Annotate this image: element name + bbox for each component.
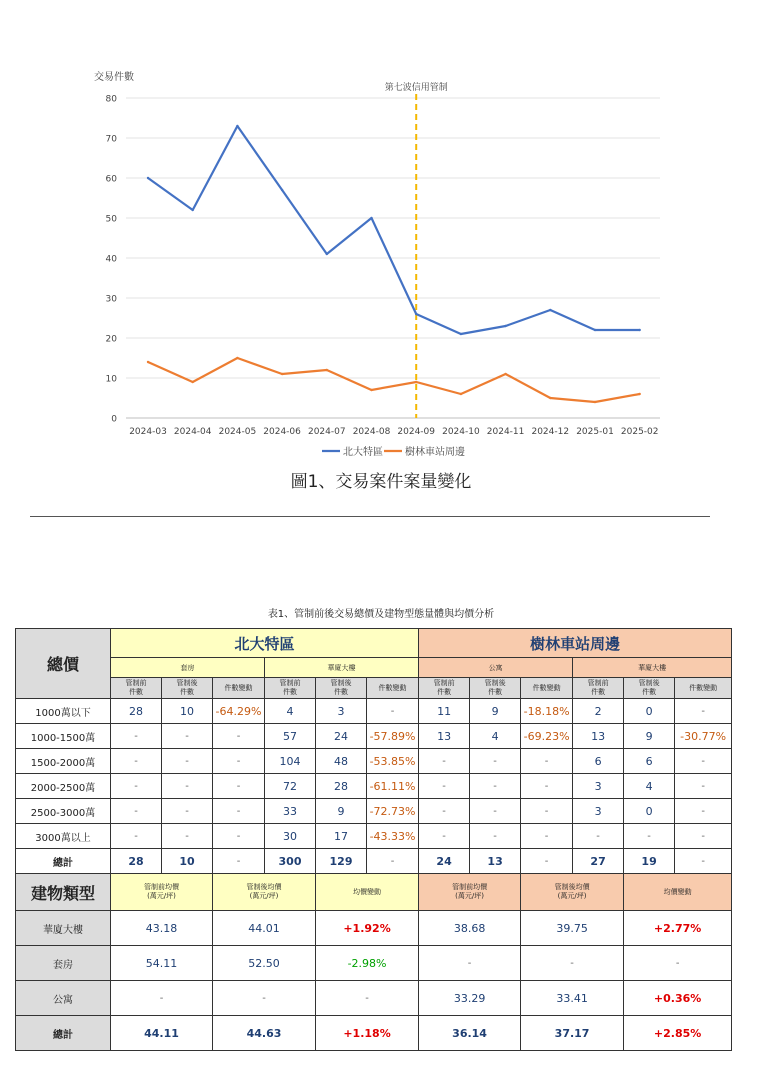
table-row bbox=[16, 774, 732, 799]
value-cell: - bbox=[624, 824, 675, 849]
y-tick-label: 80 bbox=[105, 94, 117, 105]
value-cell: -69.23% bbox=[521, 724, 573, 749]
avg-value-cell: 33.29 bbox=[419, 981, 521, 1016]
row-label: 1500-2000萬 bbox=[16, 749, 111, 774]
row-label: 套房 bbox=[16, 946, 111, 981]
value-cell: 13 bbox=[419, 724, 470, 749]
value-cell: -18.18% bbox=[521, 699, 573, 724]
value-cell: - bbox=[111, 774, 162, 799]
data-point bbox=[504, 373, 506, 375]
value-cell: - bbox=[213, 774, 265, 799]
table-row bbox=[16, 724, 732, 749]
value-cell: 48 bbox=[316, 749, 367, 774]
value-cell: - bbox=[521, 774, 573, 799]
value-cell: -57.89% bbox=[367, 724, 419, 749]
avg-value-cell: 44.11 bbox=[111, 1016, 213, 1051]
y-tick-label: 50 bbox=[105, 214, 117, 225]
avg-column-header: 均價變動 bbox=[316, 874, 419, 911]
value-cell: - bbox=[521, 849, 573, 874]
value-cell: 129 bbox=[316, 849, 367, 874]
avg-value-cell: 44.01 bbox=[213, 911, 316, 946]
column-header: 管制前 件數 bbox=[111, 678, 162, 699]
value-cell: - bbox=[521, 749, 573, 774]
value-cell: - bbox=[470, 774, 521, 799]
avg-value-cell: +1.92% bbox=[316, 911, 419, 946]
value-cell: - bbox=[419, 799, 470, 824]
table-caption: 表1、管制前後交易總價及建物型態量體與均價分析 bbox=[267, 609, 495, 620]
value-cell: - bbox=[111, 824, 162, 849]
value-cell: 4 bbox=[624, 774, 675, 799]
column-header: 管制前 件數 bbox=[573, 678, 624, 699]
value-cell: - bbox=[162, 799, 213, 824]
avg-value-cell: 43.18 bbox=[111, 911, 213, 946]
avg-value-cell: +1.18% bbox=[316, 1016, 419, 1051]
value-cell: 57 bbox=[265, 724, 316, 749]
value-cell: - bbox=[367, 849, 419, 874]
value-cell: - bbox=[162, 774, 213, 799]
data-point bbox=[147, 361, 149, 363]
value-cell: 33 bbox=[265, 799, 316, 824]
value-cell: -53.85% bbox=[367, 749, 419, 774]
column-header: 管制後 件數 bbox=[316, 678, 367, 699]
column-header: 件數變動 bbox=[521, 678, 573, 699]
avg-value-cell: - bbox=[624, 946, 732, 981]
value-cell: - bbox=[470, 824, 521, 849]
building-type-header: 建物類型 bbox=[16, 874, 111, 911]
value-cell: - bbox=[367, 699, 419, 724]
value-cell: 0 bbox=[624, 699, 675, 724]
subtype-header: 套房 bbox=[111, 658, 265, 678]
x-tick-label: 2024-03 bbox=[129, 427, 167, 437]
data-point bbox=[460, 393, 462, 395]
value-cell: - bbox=[573, 824, 624, 849]
row-label: 總計 bbox=[16, 849, 111, 874]
column-header: 件數變動 bbox=[675, 678, 732, 699]
table-row bbox=[16, 699, 732, 724]
value-cell: - bbox=[470, 799, 521, 824]
x-tick-label: 2024-09 bbox=[397, 427, 436, 437]
value-cell: 0 bbox=[624, 799, 675, 824]
y-tick-label: 10 bbox=[105, 374, 117, 385]
table-row bbox=[16, 1016, 732, 1051]
row-label: 1000萬以下 bbox=[16, 699, 111, 724]
table-row bbox=[16, 658, 732, 678]
data-point bbox=[370, 389, 372, 391]
region-header: 北大特區 bbox=[111, 629, 419, 658]
avg-value-cell: - bbox=[521, 946, 624, 981]
data-point bbox=[549, 309, 551, 311]
value-cell: - bbox=[470, 749, 521, 774]
value-cell: - bbox=[111, 749, 162, 774]
table-row bbox=[16, 911, 732, 946]
value-cell: - bbox=[213, 799, 265, 824]
x-tick-label: 2024-08 bbox=[352, 427, 391, 437]
value-cell: - bbox=[521, 824, 573, 849]
value-cell: - bbox=[162, 724, 213, 749]
table-row bbox=[16, 678, 732, 699]
data-point bbox=[281, 373, 283, 375]
subtype-header: 華廈大樓 bbox=[265, 658, 419, 678]
table-row bbox=[16, 629, 732, 658]
value-cell: 28 bbox=[316, 774, 367, 799]
value-cell: 10 bbox=[162, 699, 213, 724]
avg-value-cell: 44.63 bbox=[213, 1016, 316, 1051]
value-cell: - bbox=[419, 824, 470, 849]
data-point bbox=[460, 333, 462, 335]
x-tick-label: 2024-04 bbox=[173, 427, 212, 437]
value-cell: 17 bbox=[316, 824, 367, 849]
data-point bbox=[415, 313, 417, 315]
data-point bbox=[281, 189, 283, 191]
value-cell: - bbox=[419, 774, 470, 799]
data-point bbox=[326, 253, 328, 255]
y-tick-label: 40 bbox=[105, 254, 117, 265]
y-tick-label: 60 bbox=[105, 174, 117, 185]
table-row bbox=[16, 799, 732, 824]
value-cell: - bbox=[675, 849, 732, 874]
x-tick-label: 2024-05 bbox=[218, 427, 257, 437]
value-cell: 9 bbox=[624, 724, 675, 749]
table-row bbox=[16, 849, 732, 874]
value-cell: 27 bbox=[573, 849, 624, 874]
series-line-2 bbox=[148, 358, 640, 402]
value-cell: - bbox=[675, 774, 732, 799]
row-label: 公寓 bbox=[16, 981, 111, 1016]
column-header: 管制前 件數 bbox=[265, 678, 316, 699]
value-cell: - bbox=[675, 824, 732, 849]
row-label: 華廈大樓 bbox=[16, 911, 111, 946]
avg-value-cell: 36.14 bbox=[419, 1016, 521, 1051]
value-cell: 9 bbox=[470, 699, 521, 724]
value-cell: 4 bbox=[265, 699, 316, 724]
table-row bbox=[16, 981, 732, 1016]
value-cell: - bbox=[675, 749, 732, 774]
avg-column-header: 管制前均價 (萬元/坪) bbox=[111, 874, 213, 911]
data-point bbox=[594, 329, 596, 331]
value-cell: 19 bbox=[624, 849, 675, 874]
x-tick-label: 2024-12 bbox=[531, 427, 570, 437]
row-label: 2500-3000萬 bbox=[16, 799, 111, 824]
value-cell: -30.77% bbox=[675, 724, 732, 749]
subtype-header: 華廈大樓 bbox=[573, 658, 732, 678]
table-row bbox=[16, 749, 732, 774]
data-point bbox=[504, 325, 506, 327]
data-point bbox=[192, 209, 194, 211]
value-cell: 4 bbox=[470, 724, 521, 749]
value-cell: 3 bbox=[316, 699, 367, 724]
value-cell: 11 bbox=[419, 699, 470, 724]
column-header: 件數變動 bbox=[367, 678, 419, 699]
table-row bbox=[16, 874, 732, 911]
avg-value-cell: 33.41 bbox=[521, 981, 624, 1016]
avg-value-cell: +0.36% bbox=[624, 981, 732, 1016]
column-header: 管制前 件數 bbox=[419, 678, 470, 699]
avg-column-header: 管制後均價 (萬元/坪) bbox=[521, 874, 624, 911]
value-cell: 9 bbox=[316, 799, 367, 824]
value-cell: - bbox=[675, 699, 732, 724]
table-row bbox=[16, 946, 732, 981]
x-tick-label: 2024-06 bbox=[263, 427, 301, 437]
data-point bbox=[639, 393, 641, 395]
series-line-1 bbox=[148, 126, 640, 334]
data-point bbox=[192, 381, 194, 383]
value-cell: - bbox=[675, 799, 732, 824]
value-cell: 28 bbox=[111, 699, 162, 724]
avg-value-cell: - bbox=[419, 946, 521, 981]
row-label: 1000-1500萬 bbox=[16, 724, 111, 749]
row-label: 3000萬以上 bbox=[16, 824, 111, 849]
y-tick-label: 0 bbox=[111, 414, 117, 425]
value-cell: - bbox=[419, 749, 470, 774]
y-tick-label: 30 bbox=[105, 294, 117, 305]
avg-value-cell: +2.77% bbox=[624, 911, 732, 946]
avg-column-header: 均價變動 bbox=[624, 874, 732, 911]
avg-value-cell: - bbox=[316, 981, 419, 1016]
value-cell: 6 bbox=[573, 749, 624, 774]
value-cell: -61.11% bbox=[367, 774, 419, 799]
y-axis-label: 交易件數 bbox=[94, 72, 134, 83]
value-cell: 2 bbox=[573, 699, 624, 724]
column-header: 管制後 件數 bbox=[162, 678, 213, 699]
avg-value-cell: 54.11 bbox=[111, 946, 213, 981]
data-point bbox=[326, 369, 328, 371]
value-cell: - bbox=[213, 724, 265, 749]
value-cell: - bbox=[111, 724, 162, 749]
data-point bbox=[370, 217, 372, 219]
value-cell: - bbox=[521, 799, 573, 824]
y-tick-label: 20 bbox=[105, 334, 117, 345]
value-cell: - bbox=[213, 824, 265, 849]
avg-value-cell: 52.50 bbox=[213, 946, 316, 981]
value-cell: -64.29% bbox=[213, 699, 265, 724]
value-cell: - bbox=[213, 749, 265, 774]
data-point bbox=[549, 397, 551, 399]
value-cell: 13 bbox=[573, 724, 624, 749]
data-point bbox=[236, 125, 238, 127]
value-cell: 10 bbox=[162, 849, 213, 874]
x-tick-label: 2025-02 bbox=[620, 427, 659, 437]
x-tick-label: 2024-07 bbox=[307, 427, 346, 437]
data-point bbox=[639, 329, 641, 331]
data-point bbox=[147, 177, 149, 179]
x-tick-label: 2024-10 bbox=[442, 427, 480, 437]
data-point bbox=[594, 401, 596, 403]
y-tick-label: 70 bbox=[105, 134, 117, 145]
row-label: 總計 bbox=[16, 1016, 111, 1051]
value-cell: 72 bbox=[265, 774, 316, 799]
subtype-header: 公寓 bbox=[419, 658, 573, 678]
avg-value-cell: 39.75 bbox=[521, 911, 624, 946]
value-cell: -72.73% bbox=[367, 799, 419, 824]
column-header: 管制後 件數 bbox=[470, 678, 521, 699]
legend-label-2: 樹林車站周邊 bbox=[405, 447, 465, 458]
value-cell: - bbox=[162, 749, 213, 774]
avg-value-cell: - bbox=[111, 981, 213, 1016]
annotation-label: 第七波信用管制 bbox=[384, 83, 448, 93]
value-cell: 300 bbox=[265, 849, 316, 874]
avg-value-cell: -2.98% bbox=[316, 946, 419, 981]
value-cell: 3 bbox=[573, 799, 624, 824]
column-header: 管制後 件數 bbox=[624, 678, 675, 699]
value-cell: 24 bbox=[419, 849, 470, 874]
region-header: 樹林車站周邊 bbox=[419, 629, 732, 658]
value-cell: - bbox=[111, 799, 162, 824]
value-cell: 30 bbox=[265, 824, 316, 849]
avg-column-header: 管制前均價 (萬元/坪) bbox=[419, 874, 521, 911]
value-cell: 24 bbox=[316, 724, 367, 749]
value-cell: - bbox=[162, 824, 213, 849]
avg-column-header: 管制後均價 (萬元/坪) bbox=[213, 874, 316, 911]
avg-value-cell: 37.17 bbox=[521, 1016, 624, 1051]
data-point bbox=[236, 357, 238, 359]
figure-caption: 圖1、交易案件案量變化 bbox=[290, 472, 472, 492]
value-cell: 28 bbox=[111, 849, 162, 874]
analysis-table bbox=[15, 628, 732, 1051]
total-price-header: 總價 bbox=[16, 629, 111, 699]
line-chart bbox=[0, 0, 762, 462]
avg-value-cell: +2.85% bbox=[624, 1016, 732, 1051]
legend-label-1: 北大特區 bbox=[343, 447, 383, 458]
data-point bbox=[415, 381, 417, 383]
section-divider bbox=[30, 516, 710, 517]
value-cell: - bbox=[213, 849, 265, 874]
column-header: 件數變動 bbox=[213, 678, 265, 699]
value-cell: 13 bbox=[470, 849, 521, 874]
table-row bbox=[16, 824, 732, 849]
value-cell: 6 bbox=[624, 749, 675, 774]
x-tick-label: 2024-11 bbox=[486, 427, 525, 437]
x-tick-label: 2025-01 bbox=[576, 427, 614, 437]
avg-value-cell: 38.68 bbox=[419, 911, 521, 946]
value-cell: 104 bbox=[265, 749, 316, 774]
row-label: 2000-2500萬 bbox=[16, 774, 111, 799]
avg-value-cell: - bbox=[213, 981, 316, 1016]
value-cell: -43.33% bbox=[367, 824, 419, 849]
value-cell: 3 bbox=[573, 774, 624, 799]
